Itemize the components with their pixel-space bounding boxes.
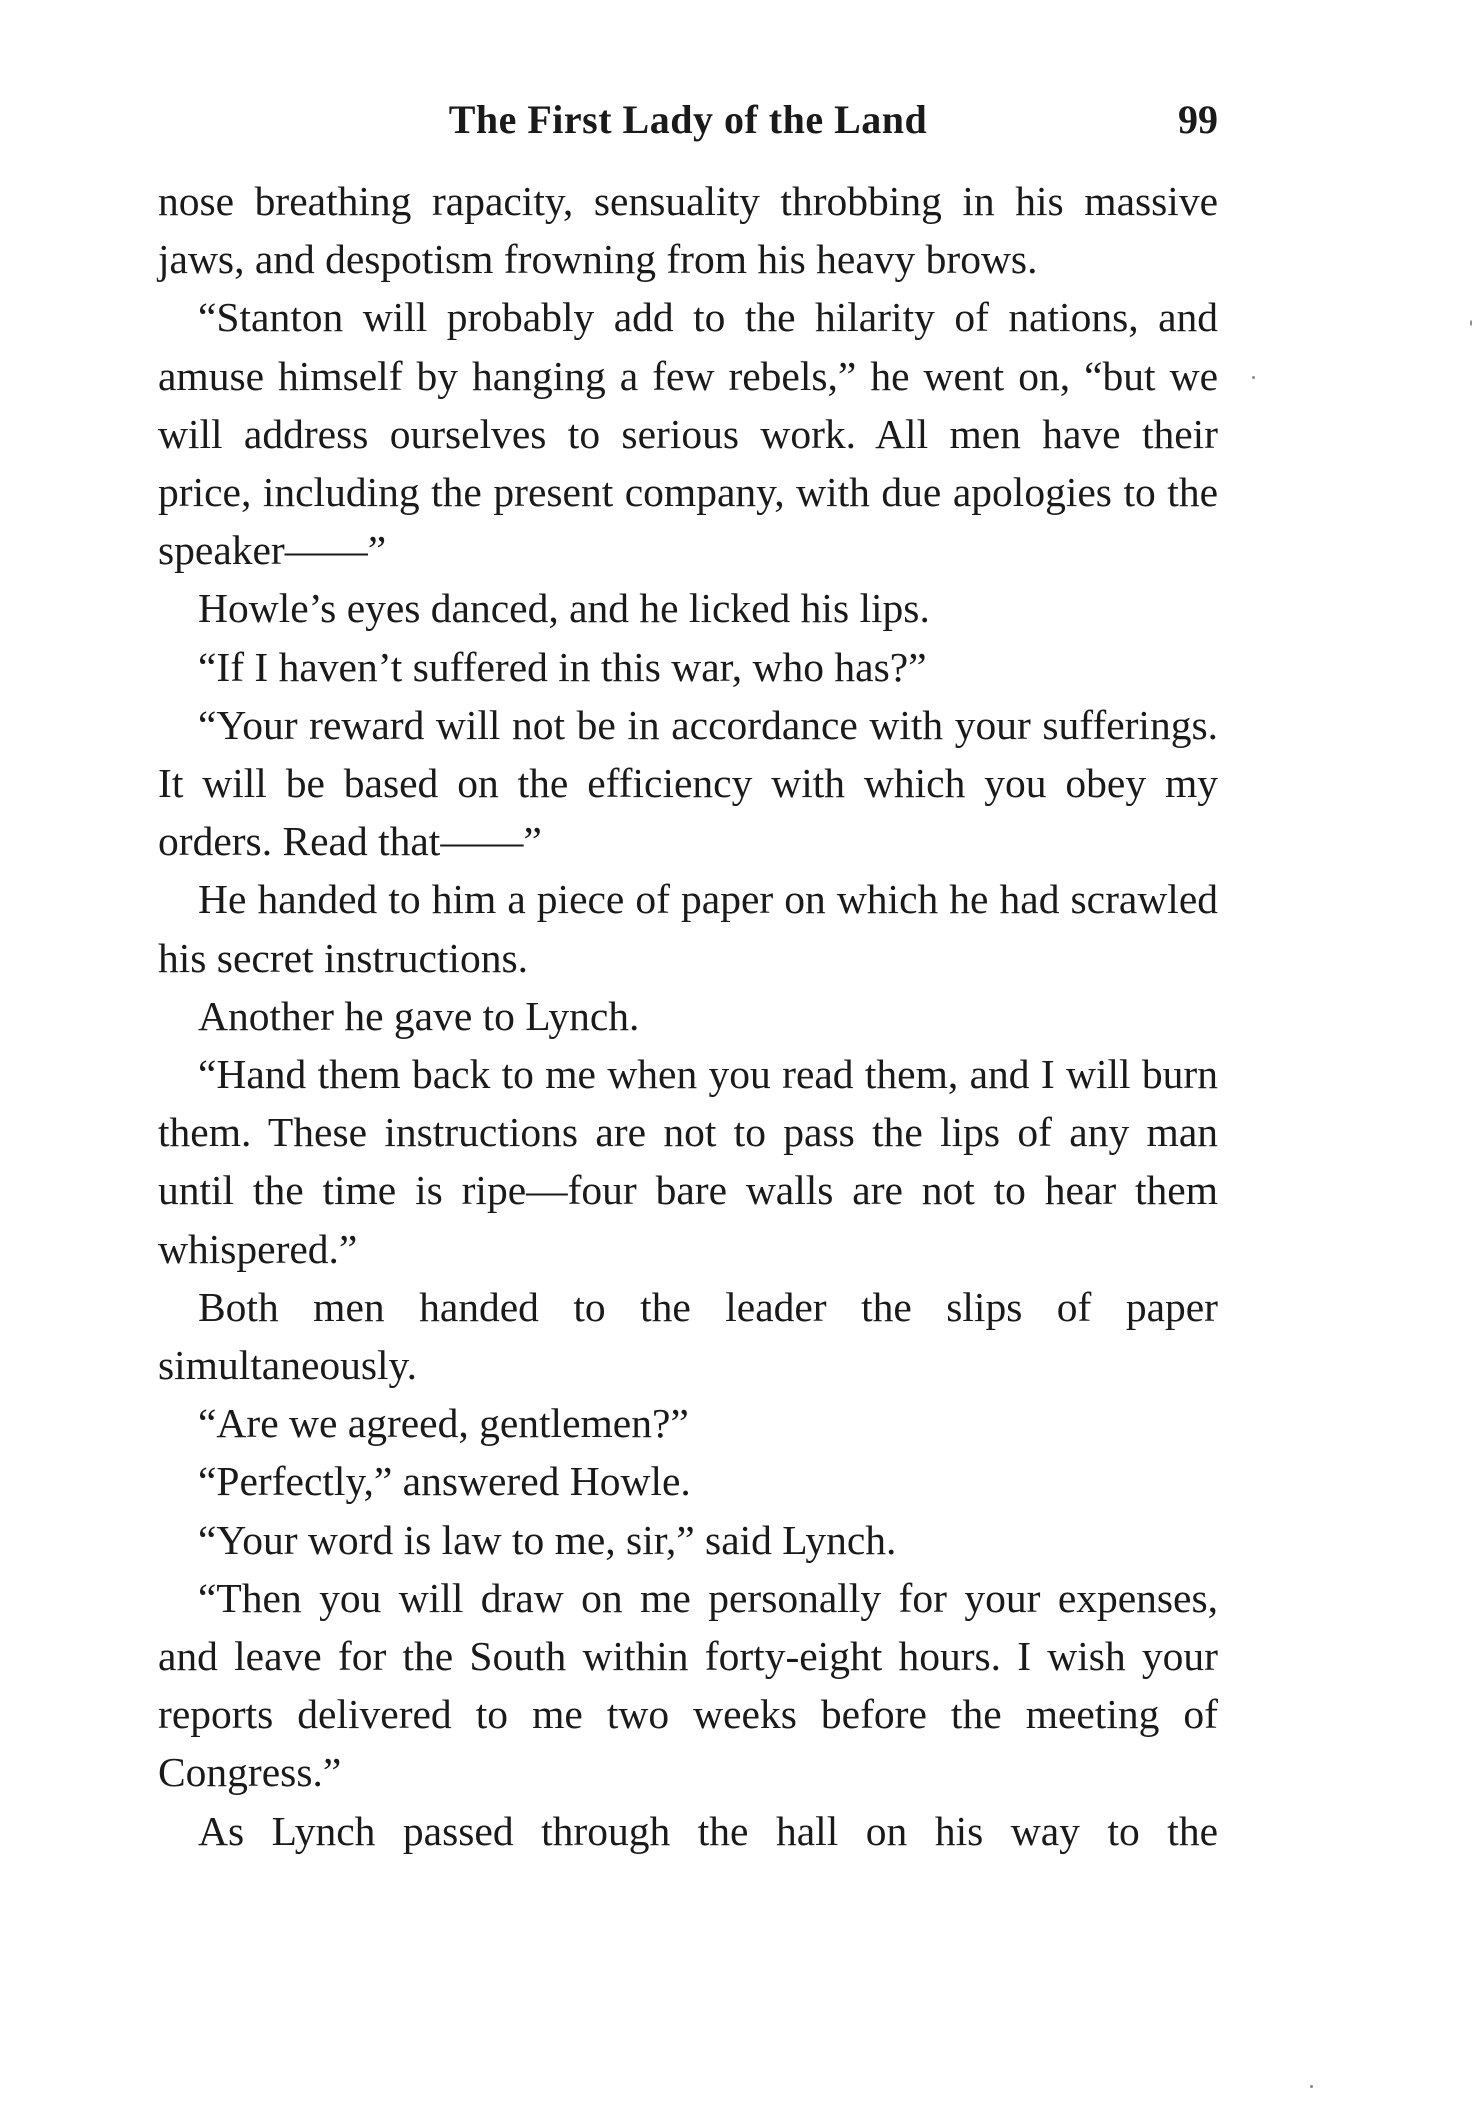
paper-speck: [1252, 376, 1255, 379]
paragraph: “Hand them back to me when you read them, and I will burn them. These instructions are not to pass the lips of any man until the time is ripe—four bare walls are not to hear them whispered.”: [158, 1051, 1218, 1272]
paragraph: Howle’s eyes danced, and he licked his lips.: [198, 585, 930, 632]
body-text: [158, 172, 1218, 1860]
paragraph: “Perfectly,” answered Howle.: [198, 1458, 691, 1505]
paragraph: “Then you will draw on me personally for your expenses, and leave for the South within forty-eight hours. I wish your reports delivered to me two weeks before the meeting of Congress.”: [158, 1574, 1218, 1796]
paper-speck: [1310, 2085, 1313, 2088]
paragraph: Both men handed to the leader the slips of paper simultaneously.: [158, 1283, 1218, 1389]
paragraph: “Your reward will not be in accordance with your sufferings. It will be based on the efficiency with which you obey my orders. Read that——”: [158, 701, 1218, 865]
paragraph: He handed to him a piece of paper on which he had scrawled his secret instructions.: [158, 876, 1218, 981]
paragraph: As Lynch passed through the hall on his way to the: [198, 1807, 1218, 1854]
paragraph: “Are we agreed, gentlemen?”: [198, 1400, 689, 1447]
page-number: 99: [1178, 97, 1218, 142]
paper-speck: [1470, 320, 1472, 326]
running-head: [158, 92, 1218, 152]
paragraph: “Your word is law to me, sir,” said Lynch.: [198, 1516, 897, 1563]
paragraph: “Stanton will probably add to the hilarity of nations, and amuse himself by hanging a few rebels,” he went on, “but we will address ourselves to serious work. All men have their price, including the present company, with due apologies to the speaker——”: [158, 294, 1218, 574]
running-title: The First Lady of the Land: [448, 97, 928, 142]
paragraph: “If I haven’t suffered in this war, who has?”: [198, 643, 927, 690]
paragraph: Another he gave to Lynch.: [198, 992, 640, 1039]
paragraph: nose breathing rapacity, sensuality throbbing in his massive jaws, and despotism frowning from his heavy brows.: [158, 178, 1218, 283]
